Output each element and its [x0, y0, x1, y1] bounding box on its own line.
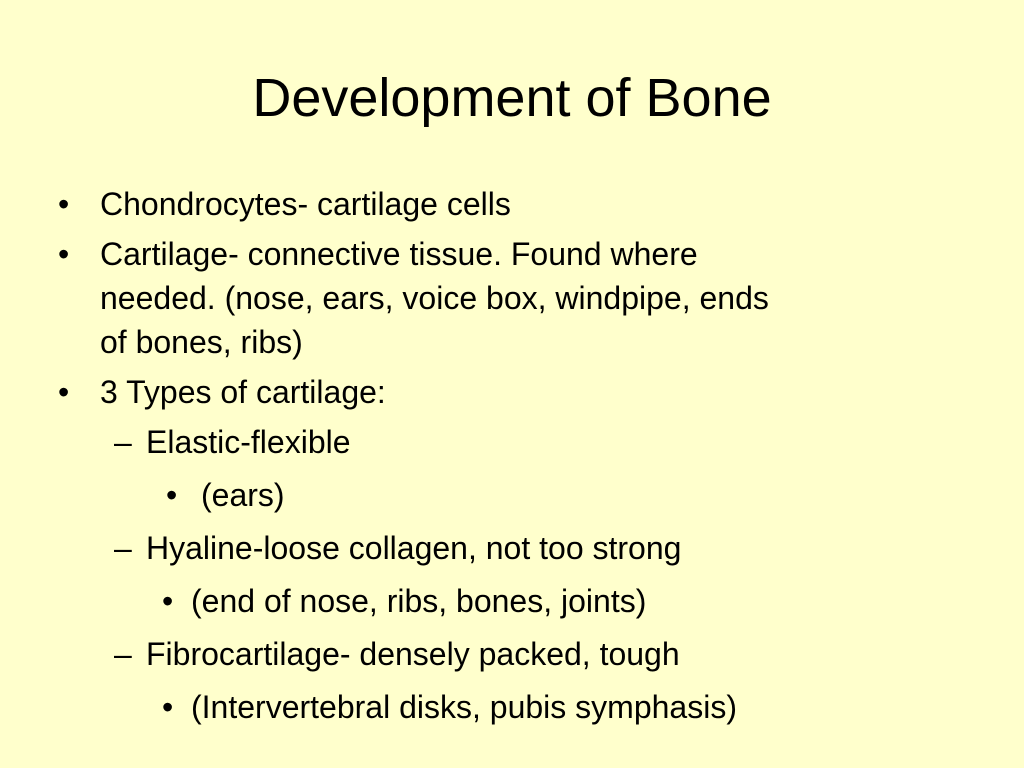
bullet-item: [58, 370, 958, 414]
slide-body: [58, 182, 958, 738]
bullet-text-line: needed. (nose, ears, voice box, windpipe, ends: [100, 280, 769, 316]
sub-sub-bullet-text: (end of nose, ribs, bones, joints): [191, 583, 647, 619]
bullet-text: 3 Types of cartilage:: [100, 374, 386, 410]
sub-bullet-item: [58, 526, 958, 570]
sub-bullet-text: Hyaline-loose collagen, not too strong: [146, 530, 682, 566]
dash-marker: –: [114, 636, 132, 672]
bullet-marker: •: [166, 477, 178, 513]
bullet-marker: •: [162, 583, 174, 619]
bullet-item: [58, 182, 958, 226]
bullet-marker: •: [162, 689, 174, 725]
bullet-item: [58, 232, 958, 364]
slide-title: Development of Bone: [252, 68, 772, 128]
bullet-marker: •: [58, 186, 70, 222]
sub-bullet-text: Fibrocartilage- densely packed, tough: [146, 636, 680, 672]
bullet-text: Chondrocytes- cartilage cells: [100, 186, 511, 222]
sub-bullet-item: [58, 420, 958, 464]
bullet-text-line: Cartilage- connective tissue. Found where: [100, 236, 698, 272]
bullet-text-line: of bones, ribs): [100, 324, 303, 360]
bullet-marker: •: [58, 374, 70, 410]
bullet-marker: •: [58, 236, 70, 272]
dash-marker: –: [114, 530, 132, 566]
sub-bullet-item: [58, 632, 958, 676]
sub-sub-bullet-item: [58, 473, 958, 517]
dash-marker: –: [114, 424, 132, 460]
sub-bullet-text: Elastic-flexible: [146, 424, 351, 460]
sub-sub-bullet-item: [58, 579, 958, 623]
sub-sub-bullet-text: (ears): [201, 477, 285, 513]
sub-sub-bullet-text: (Intervertebral disks, pubis symphasis): [191, 689, 737, 725]
sub-sub-bullet-item: [58, 685, 958, 729]
